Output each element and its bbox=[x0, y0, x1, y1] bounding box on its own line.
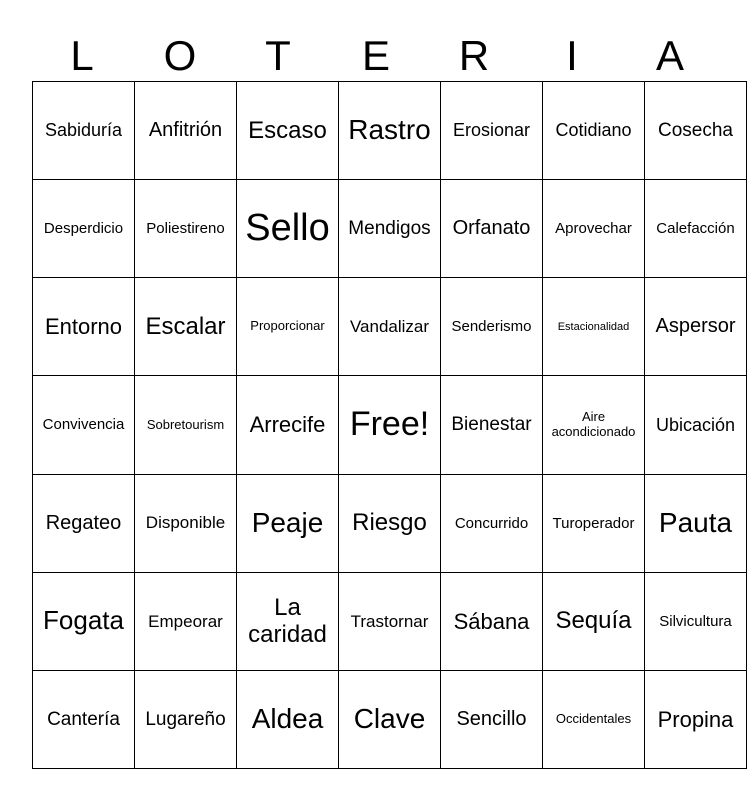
board-cell: Aire acondicionado bbox=[543, 376, 645, 474]
board-cell: Entorno bbox=[33, 278, 135, 376]
free-space: Free! bbox=[339, 376, 441, 474]
board-cell: Aprovechar bbox=[543, 180, 645, 278]
board-cell: Erosionar bbox=[441, 82, 543, 180]
board-cell: Sobretourism bbox=[135, 376, 237, 474]
board-cell: Concurrido bbox=[441, 474, 543, 572]
board-cell: Mendigos bbox=[339, 180, 441, 278]
board-cell: Convivencia bbox=[33, 376, 135, 474]
title-letter: O bbox=[163, 32, 197, 79]
board-cell: Escaso bbox=[237, 82, 339, 180]
board-cell: Desperdicio bbox=[33, 180, 135, 278]
board-cell: Turoperador bbox=[543, 474, 645, 572]
board-cell: Senderismo bbox=[441, 278, 543, 376]
board-cell: Proporcionar bbox=[237, 278, 339, 376]
board-cell: Clave bbox=[339, 670, 441, 768]
board-row bbox=[33, 670, 747, 768]
title-letter: R bbox=[458, 32, 490, 79]
board-cell: Rastro bbox=[339, 82, 441, 180]
board-cell: Cotidiano bbox=[543, 82, 645, 180]
board-cell: Escalar bbox=[135, 278, 237, 376]
board-cell: Sencillo bbox=[441, 670, 543, 768]
board-cell: Empeorar bbox=[135, 572, 237, 670]
board-cell: Trastornar bbox=[339, 572, 441, 670]
board-cell: Estacionalidad bbox=[543, 278, 645, 376]
title-letter: E bbox=[361, 32, 390, 79]
board-cell: Silvicultura bbox=[645, 572, 747, 670]
board-cell: Occidentales bbox=[543, 670, 645, 768]
board-cell: La caridad bbox=[237, 572, 339, 670]
board-cell: Ubicación bbox=[645, 376, 747, 474]
board-cell: Orfanato bbox=[441, 180, 543, 278]
title-letter: L bbox=[70, 32, 94, 79]
board-cell: Sábana bbox=[441, 572, 543, 670]
board-row bbox=[33, 474, 747, 572]
title-letter: I bbox=[566, 32, 578, 79]
title-letter: T bbox=[265, 32, 291, 79]
board-cell: Sabiduría bbox=[33, 82, 135, 180]
board-row bbox=[33, 82, 747, 180]
board-row bbox=[33, 572, 747, 670]
board-cell: Riesgo bbox=[339, 474, 441, 572]
board-cell: Aldea bbox=[237, 670, 339, 768]
board-cell: Cosecha bbox=[645, 82, 747, 180]
board-cell: Poliestireno bbox=[135, 180, 237, 278]
board-row bbox=[33, 376, 747, 474]
board-cell: Fogata bbox=[33, 572, 135, 670]
board-cell: Disponible bbox=[135, 474, 237, 572]
board-cell: Anfitrión bbox=[135, 82, 237, 180]
board-row bbox=[33, 180, 747, 278]
board-row bbox=[33, 278, 747, 376]
board-cell: Aspersor bbox=[645, 278, 747, 376]
board-cell: Propina bbox=[645, 670, 747, 768]
board-cell: Vandalizar bbox=[339, 278, 441, 376]
board-cell: Lugareño bbox=[135, 670, 237, 768]
board-cell: Sello bbox=[237, 180, 339, 278]
title-letter: A bbox=[655, 32, 684, 79]
board-cell: Arrecife bbox=[237, 376, 339, 474]
loteria-title bbox=[33, 30, 719, 82]
board-cell: Calefacción bbox=[645, 180, 747, 278]
loteria-board bbox=[32, 81, 747, 769]
board-cell: Sequía bbox=[543, 572, 645, 670]
board-cell: Regateo bbox=[33, 474, 135, 572]
board-cell: Pauta bbox=[645, 474, 747, 572]
board-cell: Bienestar bbox=[441, 376, 543, 474]
board-cell: Peaje bbox=[237, 474, 339, 572]
board-cell: Cantería bbox=[33, 670, 135, 768]
